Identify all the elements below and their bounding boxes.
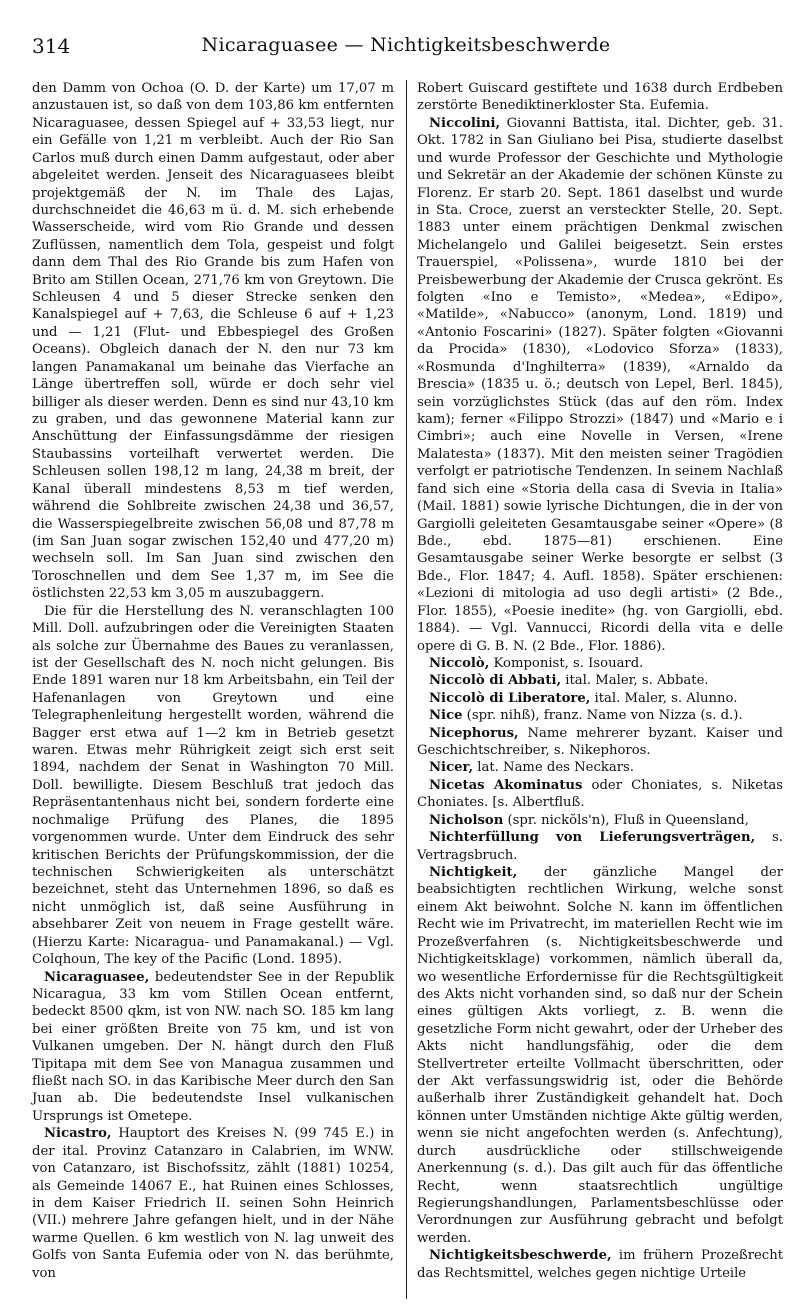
entry-text: Name mehrerer byzant. Kaiser und Geschichtschreiber, s. Nikephoros. [417, 725, 783, 759]
entry-text: Komponist, s. Isouard. [489, 655, 644, 671]
entry-text: lat. Name des Neckars. [473, 760, 634, 776]
entry-headword: Nichterfüllung von Lieferungsverträgen, [429, 830, 756, 846]
dictionary-entry [32, 1125, 394, 1282]
dictionary-entry [417, 690, 783, 707]
entry-headword: Nicholson [429, 812, 504, 828]
entry-headword: Nichtigkeit, [429, 864, 518, 880]
entry-headword: Nicephorus, [429, 725, 519, 741]
page-header [32, 34, 780, 60]
entry-text: Hauptort des Kreises N. (99 745 E.) in der ital. Provinz Catanzaro in Calabrien, im WNW. von Catanzaro, ist Bischofssitz, zählt (1881) 10254, als Gemeinde 14067 E., hat Ruinen eines Schlosses, in dem Kaiser Friedrich II. seinen Sohn Heinrich (VII.) mehrere Jahre gefangen hielt, und in der Nähe warme Quellen. 6 km westlich von N. lag unweit des Golfs von Santa Eufemia oder von N. das berühmte, von [32, 1126, 394, 1281]
entry-text: Die für die Herstellung des N. veranschlagten 100 Mill. Doll. aufzubringen oder die Vereinigten Staaten als solche zur Übernahme des Baues zu veranlassen, ist der Gesellschaft des N. noch nicht gelungen. Bis Ende 1891 waren nur 18 km Arbeitsbahn, ein Teil der Hafenanlagen von Greytown und eine Telegraphenleitung hergestellt worden, während die Bagger erst etwa auf 1—2 km in Betrieb gesetzt waren. Etwas mehr Rührigkeit zeigt sich erst seit 1894, nachdem der Senat in Washington 70 Mill. Doll. bewilligte. Diesem Beschluß trat jedoch das Repräsentantenhaus nicht bei, sondern forderte eine nochmalige Prüfung des Planes, die 1895 vorgenommen wurde. Unter dem Eindruck des sehr kritischen Berichts der Prüfungskommission, der die technischen Schwierigkeiten als unterschätzt bezeichnet, steht das Unternehmen 1896, so daß es nicht unmöglich ist, daß seine Ausführung in absehbarer Zeit von neuem in Frage gestellt wäre. (Hierzu Karte: Nicaragua- und Panamakanal.) — Vgl. Colqhoun, The key of the Pacific (Lond. 1895). [32, 603, 394, 968]
entry-text: Giovanni Battista, ital. Dichter, geb. 31. Okt. 1782 in San Giuliano bei Pisa, studierte daselbst und wurde Professor der Geschichte und Mythologie und Sekretär an der Akademie der schönen Künste zu Florenz. Er starb 20. Sept. 1861 daselbst und wurde in Sta. Croce, zuerst an versteckter Stelle, 20. Sept. 1883 unter einem prächtigen Denkmal zwischen Michelangelo und Galilei beigesetzt. Sein erstes Trauerspiel, «Polissena», wurde 1810 bei der Preisbewerbung der Akademie der Crusca gekrönt. Es folgten «Ino e Temisto», «Medea», «Edipo», «Matilde», «Nabucco» (anonym, Lond. 1819) und «Antonio Foscarini» (1827). Später folgten «Giovanni da Procida» (1830), «Lodovico Sforza» (1833), «Rosmunda d'Inghilterra» (1839), «Arnaldo da Brescia» (1835 u. ö.; deutsch von Lepel, Berl. 1845), sein vorzüglichstes Stück (das auf den röm. Index kam); ferner «Filippo Strozzi» (1847) und «Mario e i Cimbri»; auch eine Novelle in Versen, «Irene Malatesta» (1837). Mit den meisten seiner Tragödien verfolgt er patriotische Tendenzen. In seinem Nachlaß fand sich eine «Storia della casa di Svevia in Italia» (Mail. 1881) sowie lyrische Dichtungen, die in der von Gargiolli geleiteten Gesamtausgabe seiner «Opere» (8 Bde., ebd. 1875—81) erschienen. Eine Gesamtausgabe seiner Werke besorgte er selbst (3 Bde., Flor. 1847; 4. Aufl. 1858). Später erschienen: «Lezioni di mitologia ad uso degli artisti» (2 Bde., Flor. 1855), «Poesie inedite» (hg. von Gargiolli, ebd. 1884). — Vgl. Vannucci, Ricordi della vita e delle opere di G. B. N. (2 Bde., Flor. 1886). [417, 115, 783, 654]
dictionary-entry [417, 655, 783, 672]
entry-text: ital. Maler, s. Alunno. [590, 690, 738, 706]
dictionary-entry [417, 777, 783, 812]
entry-text: bedeutendster See in der Republik Nicaragua, 33 km vom Stillen Ocean entfernt, bedeckt 8500 qkm, ist von NW. nach SO. 185 km lang bei einer größten Breite von 75 km, und ist von Vulkanen umgeben. Der N. hängt durch den Fluß Tipitapa mit dem See von Managua zusammen und fließt nach SO. in das Karibische Meer durch den San Juan ab. Die bedeutendste Insel vulkanischen Ursprungs ist Ometepe. [32, 969, 394, 1124]
entry-text: s. Vertragsbruch. [417, 830, 784, 863]
entry-headword: Nicastro, [44, 1126, 112, 1142]
dictionary-entry [417, 672, 783, 689]
dictionary-entry [417, 812, 783, 829]
entry-headword: Nicetas Akominatus [429, 777, 583, 793]
right-column [417, 80, 783, 1282]
running-head: Nicaraguasee — Nichtigkeitsbeschwerde [201, 34, 611, 56]
entry-headword: Niccolò di Abbati, [429, 673, 562, 689]
entry-text: ital. Maler, s. Abbate. [561, 673, 709, 689]
dictionary-entry [417, 725, 783, 760]
entry-text: im frühern Prozeßrecht das Rechtsmittel, welches gegen nichtige Urteile [417, 1248, 783, 1281]
left-column [32, 80, 394, 1282]
entry-text: der gänzliche Mangel der beabsichtigten rechtlichen Wirkung, welche sonst einem Akt beiwohnt. Solche N. kann im öffentlichen Recht wie im Privatrecht, im materiellen Recht wie im Prozeßverfahren (s. Nichtigkeitsbeschwerde und Nichtigkeitsklage) vorkommen, nämlich überall da, wo wesentliche Erfordernisse für die Rechtsgültigkeit des Akts nicht vorhanden sind, so daß nur der Schein eines gültigen Akts vorliegt, z. B. wenn die gesetzliche Form nicht gewahrt, oder der Urheber des Akts nicht handlungsfähig, oder die dem Stellvertreter erteilte Vollmacht überschritten, oder der Akt verfassungswidrig ist, oder die Behörde außerhalb ihrer Zuständigkeit gehandelt hat. Doch können unter Umständen nichtige Akte gültig werden, wenn sie nicht angefochten werden (s. Anfechtung), durch ausdrückliche oder stillschweigende Anerkennung (s. d.). Das gilt auch für das öffentliche Recht, wenn staatsrechtlich ungültige Regierungshandlungen, Parlamentsbeschlüsse oder Verordnungen zur Ausführung gebracht und befolgt werden. [417, 864, 783, 1246]
entry-paragraph [32, 603, 394, 969]
column-divider [406, 80, 407, 1299]
entry-headword: Niccolini, [429, 115, 501, 131]
entry-headword: Nichtigkeitsbeschwerde, [429, 1248, 612, 1264]
entry-text: den Damm von Ochoa (O. D. der Karte) um 17,07 m anzustauen ist, so daß von dem 103,86 km entfernten Nicaraguasee, dessen Spiegel auf + 33,53 liegt, nur ein Gefälle von 1,21 m verbleibt. Auch der Rio San Carlos muß durch einen Damm aufgestaut, oder aber abgeleitet werden. Jenseit des Nicaraguasees bleibt projektgemäß der N. im Thale des Lajas, durchschneidet die 46,63 m ü. d. M. sich erhebende Wasserscheide, wird vom Rio Grande und dessen Zuflüssen, namentlich dem Tola, gespeist und folgt dann dem Thal des Rio Grande bis zum Hafen von Brito am Stillen Ocean, 271,76 km von Greytown. Die Schleusen 4 und 5 dieser Strecke senken den Kanalspiegel auf + 7,63, die Schleuse 6 auf + 1,23 und — 1,21 (Flut- und Ebbespiegel des Großen Oceans). Obgleich danach der N. den nur 73 km langen Panamakanal um beinahe das Vierfache an Länge übertreffen soll, würde er doch sehr viel billiger als dieser werden. Denn es sind nur 43,10 km zu graben, und das gewonnene Material kann zur Anschüttung der Einfassungsdämme der riesigen Staubassins vorteilhaft verwertet werden. Die Schleusen sollen 198,12 m lang, 24,38 m breit, der Kanal überall mindestens 8,53 m tief werden, während die Sohlbreite zwischen 24,38 und 36,57, die Wasserspiegelbreite zwischen 56,08 und 87,78 m (im San Juan sogar zwischen 152,40 und 477,20 m) wechseln soll. Im San Juan sind zwischen den Toroschnellen und dem See 1,37 m, im See die östlichsten 22,53 km 3,05 m auszubaggern. [32, 81, 394, 602]
dictionary-entry [417, 707, 783, 724]
entry-headword: Nice [429, 708, 463, 724]
dictionary-entry [417, 1247, 783, 1282]
entry-text: (spr. nihß), franz. Name von Nizza (s. d.). [462, 708, 743, 724]
dictionary-entry [417, 829, 783, 864]
entry-paragraph [32, 80, 394, 603]
entry-paragraph [417, 80, 783, 115]
entry-text: (spr. nickŏls'n), Fluß in Queensland, [503, 812, 749, 828]
page-number: 314 [32, 34, 71, 58]
entry-headword: Nicaraguasee, [44, 969, 150, 985]
entry-headword: Niccolò di Liberatore, [429, 690, 591, 706]
dictionary-entry [417, 759, 783, 776]
entry-headword: Niccolò, [429, 655, 490, 671]
entry-text: oder Choniates, s. Niketas Choniates. [s. Albertfluß. [417, 777, 783, 811]
dictionary-entry [417, 864, 783, 1247]
entry-text: Robert Guiscard gestiftete und 1638 durch Erdbeben zerstörte Benediktinerkloster Sta. Eufemia. [417, 81, 783, 114]
dictionary-entry [32, 969, 394, 1126]
dictionary-entry [417, 115, 783, 655]
entry-headword: Nicer, [429, 760, 474, 776]
